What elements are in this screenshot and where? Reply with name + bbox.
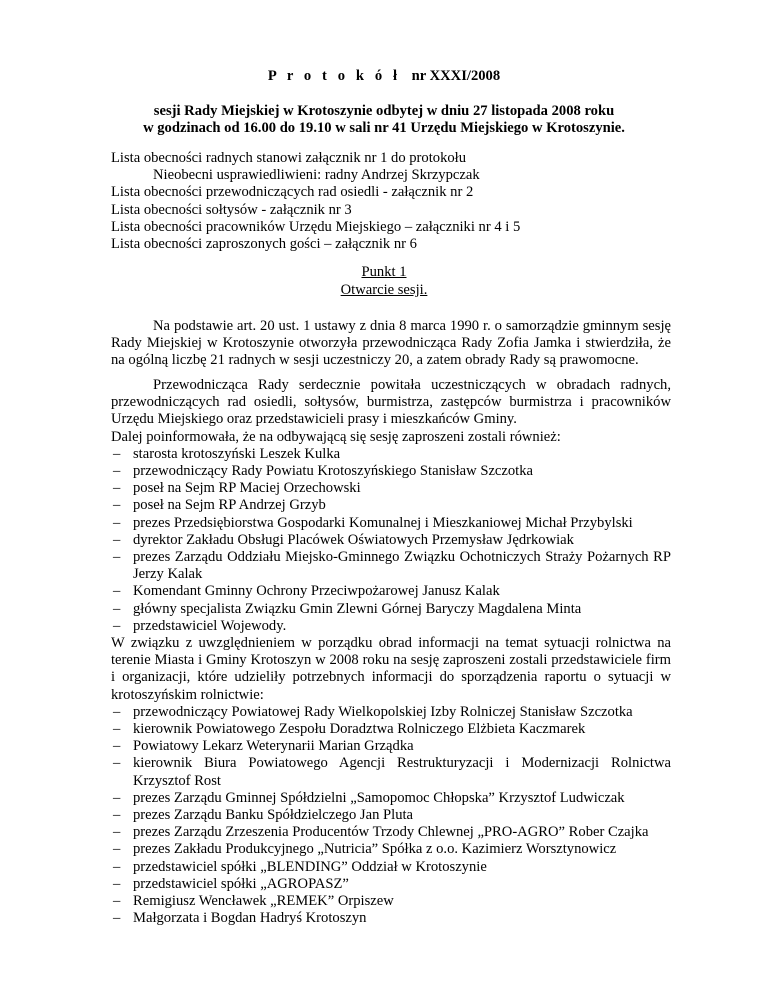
list-item: – przewodniczący Powiatowej Rady Wielkopolskiej Izby Rolniczej Stanisław Szczotka	[111, 704, 671, 721]
list-item: – główny specjalista Związku Gmin Zlewni Górnej Baryczy Magdalena Minta	[111, 601, 671, 618]
attendance-line: Lista obecności przewodniczących rad osiedli - załącznik nr 2	[111, 184, 474, 201]
list-item: – starosta krotoszyński Leszek Kulka	[111, 446, 671, 463]
welcome-section	[111, 377, 671, 928]
list-item: – dyrektor Zakładu Obsługi Placówek Oświatowych Przemysław Jędrkowiak	[111, 532, 671, 549]
guests-list	[111, 446, 671, 635]
list-item: – Małgorzata i Bogdan Hadryś Krotoszyn	[111, 910, 671, 927]
agriculture-intro: W związku z uwzględnieniem w porządku obrad informacji na temat sytuacji rolnictwa na terenie Miasta i Gminy Krotoszyn w 2008 roku na sesję zaproszeni zostali przedstawiciele firm i organizacji, które udzieliły potrzebnych informacji do sporządzenia raportu o sytuacji w krotoszyńskim rolnictwie:	[111, 635, 671, 703]
list-item: – Komendant Gminny Ochrony Przeciwpożarowej Janusz Kalak	[111, 583, 671, 600]
list-item: – poseł na Sejm RP Andrzej Grzyb	[111, 497, 671, 514]
agriculture-guests-list	[111, 704, 671, 928]
list-item: – prezes Zakładu Produkcyjnego „Nutricia” Spółka z o.o. Kazimierz Worsztynowicz	[111, 841, 671, 858]
section-subheading-text: Otwarcie sesji.	[340, 282, 428, 298]
list-item: – kierownik Powiatowego Zespołu Doradztwa Rolniczego Elżbieta Kaczmarek	[111, 721, 671, 738]
title-spaced-word: P r o t o k ó ł	[267, 68, 401, 84]
list-item: – przewodniczący Rady Powiatu Krotoszyńskiego Stanisław Szczotka	[111, 463, 671, 480]
list-item: – przedstawiciel spółki „AGROPASZ”	[111, 876, 671, 893]
opening-paragraph	[111, 318, 671, 370]
guests-intro: Dalej poinformowała, że na odbywającą się sesję zaproszeni zostali również:	[111, 428, 561, 445]
list-item: – prezes Zarządu Zrzeszenia Producentów Trzody Chlewnej „PRO-AGRO” Rober Czajka	[111, 824, 671, 841]
subtitle-line-2: w godzinach od 16.00 do 19.10 w sali nr 41 Urzędu Miejskiego w Krotoszynie.	[143, 120, 625, 136]
attendance-line: Lista obecności radnych stanowi załącznik nr 1 do protokołu	[111, 150, 467, 166]
subtitle-line-1: sesji Rady Miejskiej w Krotoszynie odbytej w dniu 27 listopada 2008 roku	[153, 103, 615, 119]
document-title	[0, 68, 768, 85]
list-item: – przedstawiciel spółki „BLENDING” Oddział w Krotoszynie	[111, 859, 671, 876]
list-item: – poseł na Sejm RP Maciej Orzechowski	[111, 480, 671, 497]
title-number: nr XXXI/2008	[411, 68, 501, 84]
list-item: – prezes Przedsiębiorstwa Gospodarki Komunalnej i Mieszkaniowej Michał Przybylski	[111, 515, 671, 532]
attendance-line: Lista obecności pracowników Urzędu Miejskiego – załączniki nr 4 i 5	[111, 218, 521, 235]
welcome-paragraph: Przewodnicząca Rady serdecznie powitała uczestniczących w obradach radnych, przewodniczących rad osiedli, sołtysów, burmistrza, zastępców burmistrza i pracowników Urzędu Miejskiego oraz przedstawicieli prasy i mieszkańców Gminy.	[111, 377, 671, 428]
list-item: – Remigiusz Wencławek „REMEK” Orpiszew	[111, 893, 671, 910]
attendance-list	[111, 150, 671, 253]
attendance-line: Lista obecności sołtysów - załącznik nr 3	[111, 201, 352, 218]
paragraph-text: Na podstawie art. 20 ust. 1 ustawy z dnia 8 marca 1990 r. o samorządzie gminnym sesję Rady Miejskiej w Krotoszynie otworzyła przewodnicząca Rady Zofia Jamka i stwierdziła, że na ogólną liczbę 21 radnych w sesji uczestniczy 20, a zatem obrady Rady są prawomocne.	[111, 318, 671, 369]
section-subheading	[0, 282, 768, 299]
attendance-line: Lista obecności zaproszonych gości – załącznik nr 6	[111, 235, 417, 252]
list-item: – prezes Zarządu Oddziału Miejsko-Gminnego Związku Ochotniczych Straży Pożarnych RP Jerzy Kalak	[111, 549, 671, 583]
list-item: – prezes Zarządu Banku Spółdzielczego Jan Pluta	[111, 807, 671, 824]
section-heading	[0, 264, 768, 281]
list-item: – prezes Zarządu Gminnej Spółdzielni „Samopomoc Chłopska” Krzysztof Ludwiczak	[111, 790, 671, 807]
list-item: – Powiatowy Lekarz Weterynarii Marian Grządka	[111, 738, 671, 755]
section-heading-text: Punkt 1	[361, 264, 407, 280]
attendance-line-absent: Nieobecni usprawiedliwieni: radny Andrzej Skrzypczak	[153, 167, 480, 184]
list-item: – przedstawiciel Wojewody.	[111, 618, 671, 635]
list-item: – kierownik Biura Powiatowego Agencji Restrukturyzacji i Modernizacji Rolnictwa Krzysztof Rost	[111, 755, 671, 789]
